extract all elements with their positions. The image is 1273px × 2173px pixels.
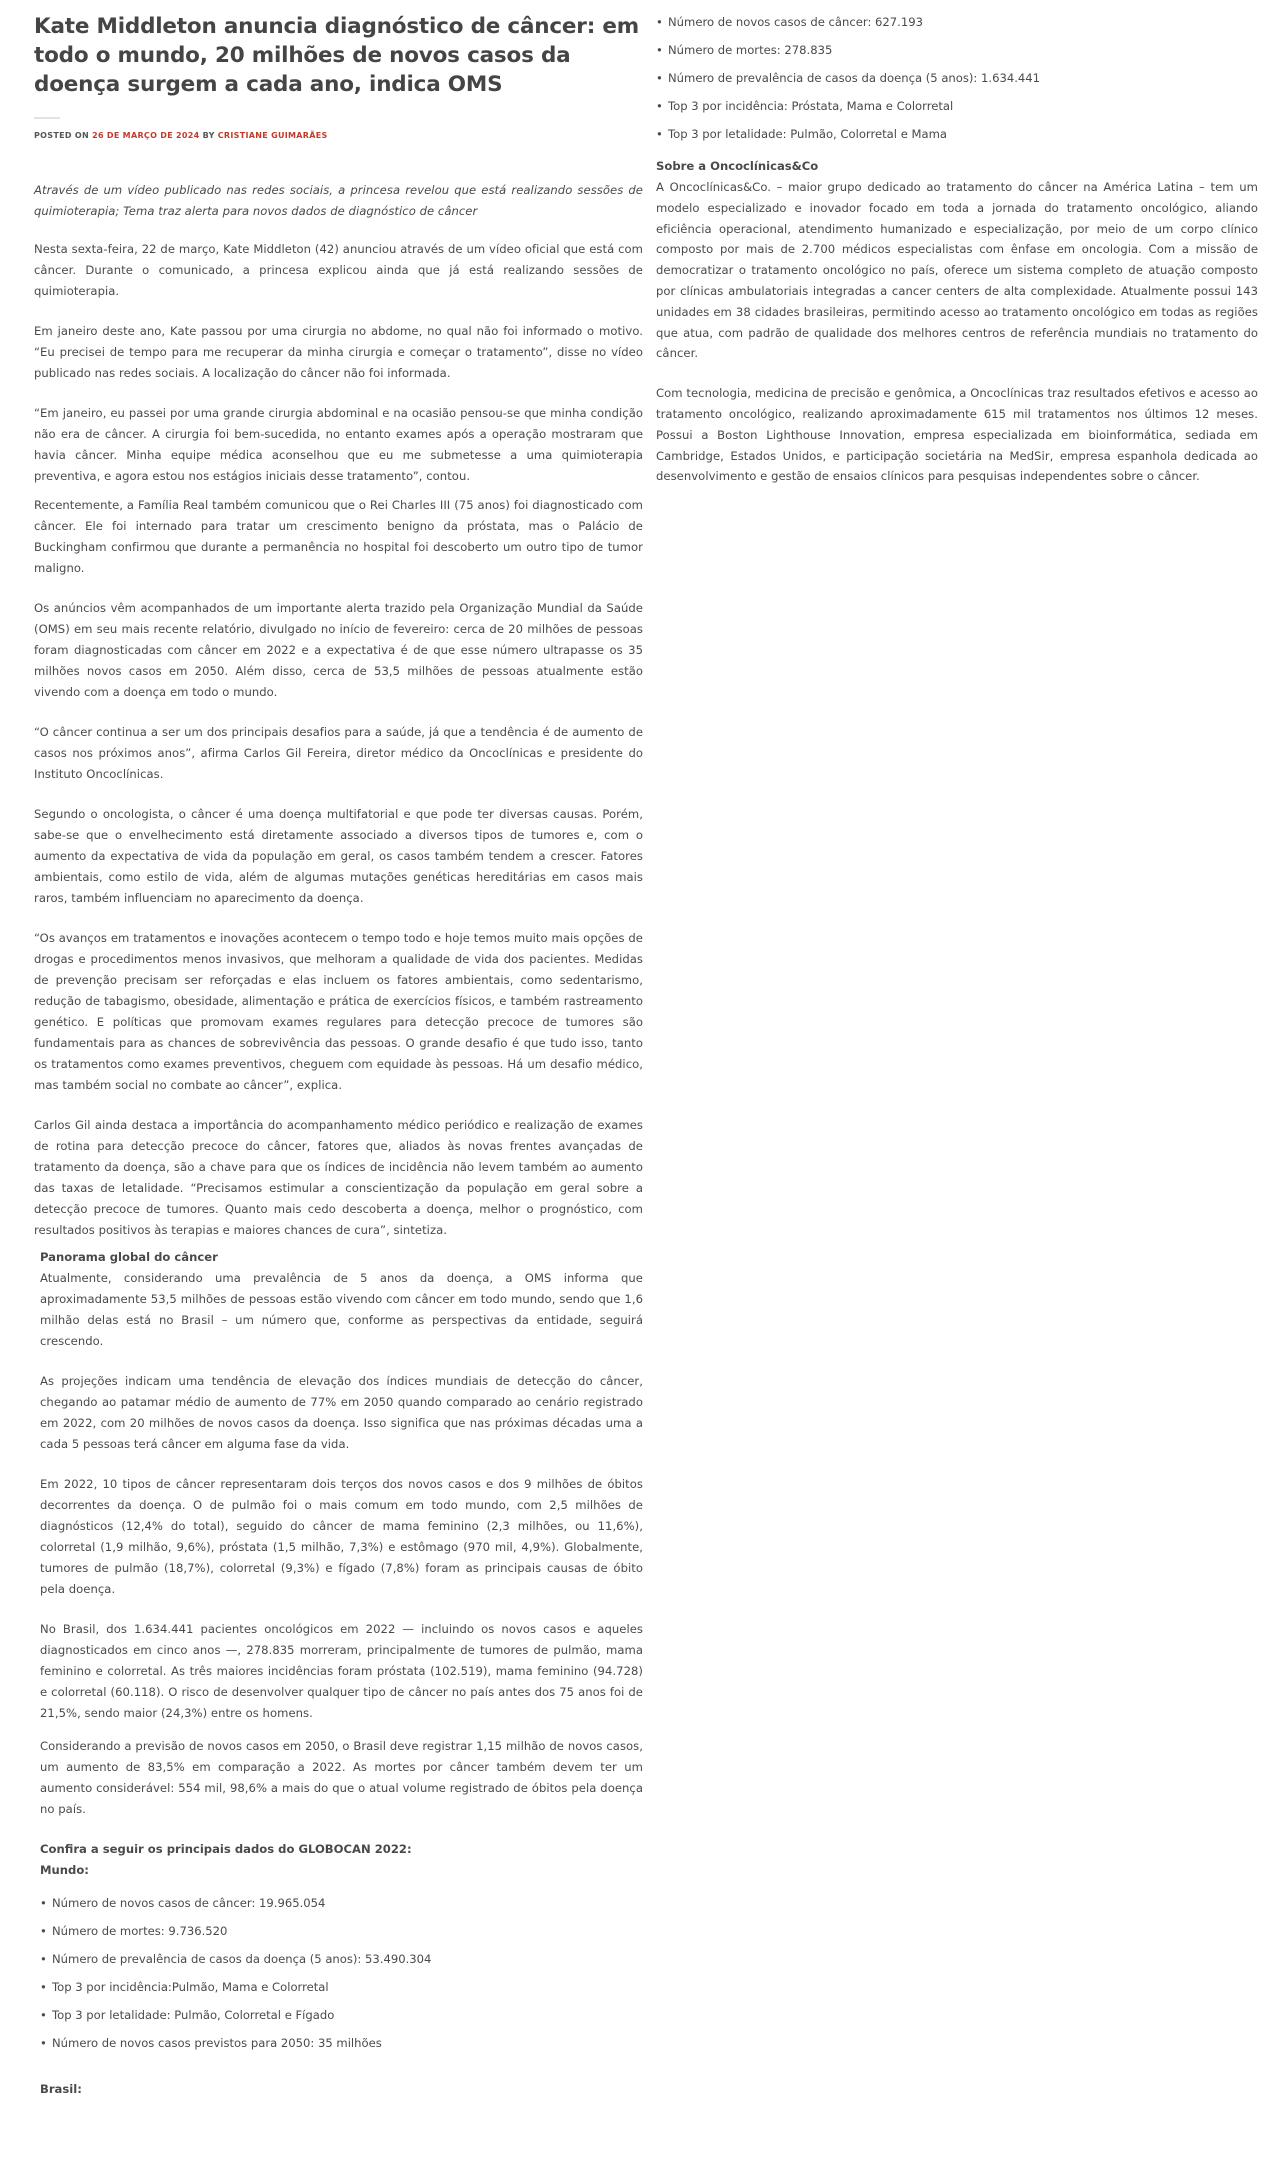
list-item: • Número de prevalência de casos da doença (5 anos): 53.490.304: [40, 1949, 643, 1969]
article-paragraph: Recentemente, a Família Real também comunicou que o Rei Charles III (75 anos) foi diagnosticado com câncer. Ele foi internado para tratar um crescimento benigno da próstata, mas o Palácio de Buckingham confirmou que durante a permanência no hospital foi descoberto um outro tipo de tumor maligno.: [34, 498, 643, 575]
byline: [34, 131, 643, 140]
list-item: • Top 3 por letalidade: Pulmão, Colorretal e Fígado: [40, 2005, 643, 2025]
article-lead: Através de um vídeo publicado nas redes sociais, a princesa revelou que está realizando sessões de quimioterapia; Tema traz alerta para novos dados de diagnóstico de câncer: [34, 183, 643, 218]
brazil-stats-list: [656, 12, 1258, 144]
list-item: • Número de novos casos de câncer: 627.193: [656, 12, 1258, 32]
panorama-paragraph: No Brasil, dos 1.634.441 pacientes oncológicos em 2022 — incluindo os novos casos e aqueles diagnosticados em cinco anos —, 278.835 morreram, principalmente de tumores de pulmão, mama feminino e colorretal. As três maiores incidências foram próstata (102.519), mama feminino (94.728) e colorretal (60.118). O risco de desenvolver qualquer tipo de câncer no país antes dos 75 anos foi de 21,5%, sendo maior (24,3%) entre os homens.: [40, 1622, 643, 1720]
article-paragraph: Nesta sexta-feira, 22 de março, Kate Middleton (42) anunciou através de um vídeo oficial que está com câncer. Durante o comunicado, a princesa explicou ainda que já está realizando sessões de quimioterapia.: [34, 242, 643, 298]
panorama-section: [34, 1247, 643, 2100]
list-item: • Número de prevalência de casos da doença (5 anos): 1.634.441: [656, 68, 1258, 88]
panorama-paragraph: As projeções indicam uma tendência de elevação dos índices mundiais de detecção do câncer, chegando ao patamar médio de aumento de 77% em 2050 quando comparado ao cenário registrado em 2022, com 20 milhões de novos casos da doença. Isso significa que nas próximas décadas uma a cada 5 pessoas terá câncer em alguma fase da vida.: [40, 1374, 643, 1451]
list-item: • Top 3 por letalidade: Pulmão, Colorretal e Mama: [656, 124, 1258, 144]
list-item: • Número de novos casos de câncer: 19.965.054: [40, 1893, 643, 1913]
article-paragraph: Segundo o oncologista, o câncer é uma doença multifatorial e que pode ter diversas causas. Porém, sabe-se que o envelhecimento está diretamente associado a diversos tipos de tumores e, com o aumento da expectativa de vida da população em geral, os casos também tendem a crescer. Fatores ambientais, como estilo de vida, além de algumas mutações genéticas hereditárias em casos mais raros, também influenciam no aparecimento da doença.: [34, 807, 643, 905]
about-paragraph: Com tecnologia, medicina de precisão e genômica, a Oncoclínicas traz resultados efetivos e acesso ao tratamento oncológico, realizando aproximadamente 615 mil tratamentos nos últimos 12 meses. Possui a Boston Lighthouse Innovation, empresa especializada em bioinformática, sediada em Cambridge, Estados Unidos, e participação societária na MedSir, empresa espanhola dedicada ao desenvolvimento e gestão de ensaios clínicos para pesquisas independentes sobre o câncer.: [656, 386, 1258, 484]
panorama-heading: Panorama global do câncer: [40, 1250, 218, 1264]
panorama-paragraph: Atualmente, considerando uma prevalência de 5 anos da doença, a OMS informa que aproximadamente 53,5 milhões de pessoas estão vivendo com câncer em todo mundo, sendo que 1,6 milhão delas está no Brasil – um número que, conforme as perspectivas da entidade, seguirá crescendo.: [40, 1271, 643, 1348]
article-paragraph: “O câncer continua a ser um dos principais desafios para a saúde, já que a tendência é de aumento de casos nos próximos anos”, afirma Carlos Gil Fereira, diretor médico da Oncoclínicas e presidente do Instituto Oncoclínicas.: [34, 725, 643, 781]
list-item: • Número de mortes: 278.835: [656, 40, 1258, 60]
list-item: • Número de mortes: 9.736.520: [40, 1921, 643, 1941]
world-stats-list: [40, 1893, 643, 2053]
byline-by: BY: [202, 131, 215, 140]
byline-prefix: POSTED ON: [34, 131, 89, 140]
article-paragraph: “Os avanços em tratamentos e inovações acontecem o tempo todo e hoje temos muito mais opções de drogas e procedimentos menos invasivos, que melhoram a qualidade de vida dos pacientes. Medidas de prevenção precisam ser reforçadas e elas incluem os fatores ambientais, como sedentarismo, redução de tabagismo, obesidade, alimentação e prática de exercícios físicos, e também rastreamento genético. E políticas que promovam exames regulares para detecção precoce de tumores são fundamentais para as chances de sobrevivência das pessoas. O grande desafio é que tudo isso, tanto os tratamentos como exames preventivos, cheguem com equidade às pessoas. Há um desafio médico, mas também social no combate ao câncer”, explica.: [34, 931, 643, 1092]
article-paragraph: Carlos Gil ainda destaca a importância do acompanhamento médico periódico e realização de exames de rotina para detecção precoce do câncer, fatores que, aliados às novas frentes avançadas de tratamento da doença, são a chave para que os índices de incidência não levem também ao aumento das taxas de letalidade. “Precisamos estimular a conscientização da população em geral sobre a detecção precoce de tumores. Quanto mais cedo descoberta a doença, melhor o prognóstico, com resultados positivos às terapias e maiores chances de cura”, sintetiza.: [34, 1118, 643, 1237]
article-paragraph: Em janeiro deste ano, Kate passou por uma cirurgia no abdome, no qual não foi informado o motivo. “Eu precisei de tempo para me recuperar da minha cirurgia e começar o tratamento”, disse no vídeo publicado nas redes sociais. A localização do câncer não foi informada.: [34, 324, 643, 380]
panorama-paragraph: Em 2022, 10 tipos de câncer representaram dois terços dos novos casos e dos 9 milhões de óbitos decorrentes da doença. O de pulmão foi o mais comum em todo mundo, com 2,5 milhões de diagnósticos (12,4% do total), seguido do câncer de mama feminino (2,3 milhões, ou 11,6%), colorretal (1,9 milhão, 9,6%), próstata (1,5 milhão, 7,3%) e estômago (970 mil, 4,9%). Globalmente, tumores de pulmão (18,7%), colorretal (9,3%) e fígado (7,8%) foram as principais causas de óbito pela doença.: [40, 1477, 643, 1596]
article-paragraph: Os anúncios vêm acompanhados de um importante alerta trazido pela Organização Mundial da Saúde (OMS) em seu mais recente relatório, divulgado no início de fevereiro: cerca de 20 milhões de pessoas foram diagnosticadas com câncer em 2022 e a expectativa é de que esse número ultrapasse os 35 milhões novos casos em 2050. Além disso, cerca de 53,5 milhões de pessoas atualmente estão vivendo com a doença em todo o mundo.: [34, 601, 643, 699]
panorama-paragraph: Considerando a previsão de novos casos em 2050, o Brasil deve registrar 1,15 milhão de novos casos, um aumento de 83,5% em comparação a 2022. As mortes por câncer também devem ter um aumento considerável: 554 mil, 98,6% a mais do que o atual volume registrado de óbitos pela doença no país.: [40, 1739, 643, 1816]
about-heading: Sobre a Oncoclínicas&Co: [656, 159, 819, 173]
article-title: Kate Middleton anuncia diagnóstico de câncer: em todo o mundo, 20 milhões de novos casos da doença surgem a cada ano, indica OMS: [34, 14, 639, 97]
world-label: Mundo:: [40, 1863, 89, 1877]
brazil-label: Brasil:: [40, 2082, 82, 2096]
globocan-intro: Confira a seguir os principais dados do GLOBOCAN 2022:: [40, 1842, 412, 1856]
about-paragraph: A Oncoclínicas&Co. – maior grupo dedicado ao tratamento do câncer na América Latina – tem um modelo especializado e inovador focado em toda a jornada do tratamento oncológico, aliando eficiência operacional, atendimento humanizado e especialização, por meio de um corpo clínico composto por mais de 2.700 médicos especialistas com ênfase em oncologia. Com a missão de democratizar o tratamento oncológico no país, oferece um sistema completo de atuação composto por clínicas ambulatoriais integradas a cancer centers de alta complexidade. Atualmente possui 143 unidades em 38 cidades brasileiras, permitindo acesso ao tratamento oncológico em todas as regiões que atua, com padrão de qualidade dos melhores centros de referência mundiais no tratamento do câncer.: [656, 180, 1258, 361]
byline-date-link[interactable]: 26 DE MARÇO DE 2024: [92, 131, 200, 140]
list-item: • Top 3 por incidência:Pulmão, Mama e Colorretal: [40, 1977, 643, 1997]
list-item: • Top 3 por incidência: Próstata, Mama e Colorretal: [656, 96, 1258, 116]
article-main-column: [34, 12, 643, 2100]
article-paragraph: “Em janeiro, eu passei por uma grande cirurgia abdominal e na ocasião pensou-se que minha condição não era de câncer. A cirurgia foi bem-sucedida, no entanto exames após a operação mostraram que havia câncer. Minha equipe médica aconselhou que eu me submetesse a uma quimioterapia preventiva, e agora estou nos estágios iniciais desse tratamento”, contou.: [34, 406, 643, 483]
article-side-column: [656, 12, 1258, 506]
byline-author-link[interactable]: CRISTIANE GUIMARÃES: [217, 131, 328, 140]
title-divider: [34, 117, 60, 119]
list-item: • Número de novos casos previstos para 2050: 35 milhões: [40, 2033, 643, 2053]
